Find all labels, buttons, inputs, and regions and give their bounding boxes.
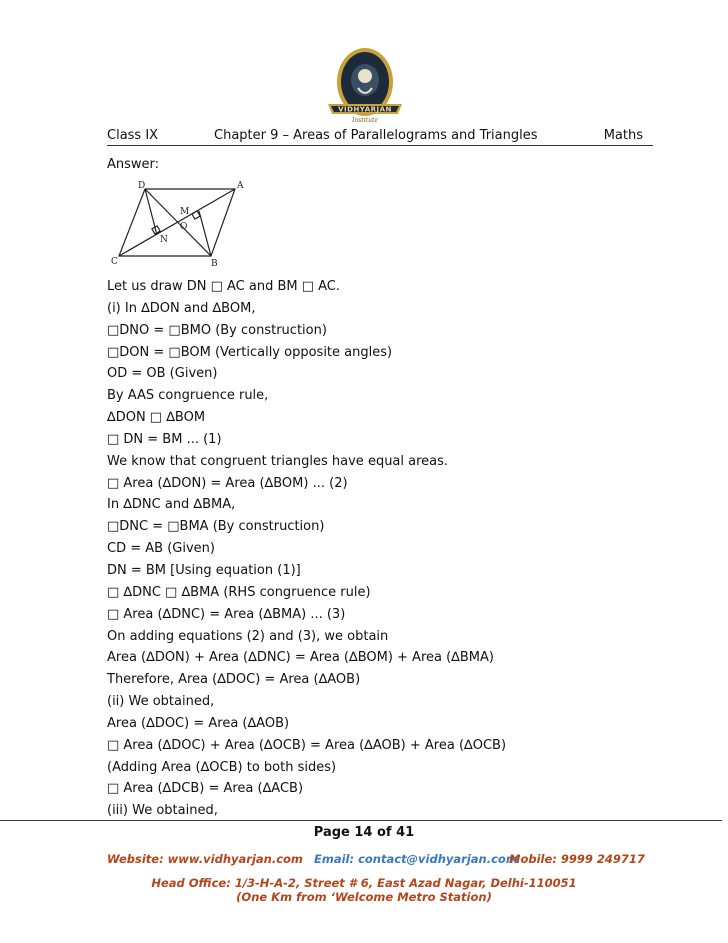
text-line: By AAS congruence rule,: [107, 388, 269, 404]
text-line: We know that congruent triangles have equal areas.: [107, 453, 449, 469]
text-line: (Adding Area (∆OCB) to both sides): [107, 759, 337, 775]
head-office-address: Head Office: 1/3-H-A-2, Street # 6, East Azad Nagar, Delhi-110051: [151, 876, 577, 890]
vertex-o: O: [180, 222, 188, 232]
text-line: □ ∆DNC □ ∆BMA (RHS congruence rule): [107, 584, 371, 600]
text-line: □ Area (∆DON) = Area (∆BOM) ... (2): [107, 475, 348, 491]
page-header: [107, 127, 653, 146]
head-office-landmark: (One Km from ‘Welcome Metro Station): [236, 890, 492, 904]
vertex-c: C: [111, 257, 118, 267]
text-line: Area (∆DON) + Area (∆DNC) = Area (∆BOM) + Area (∆BMA): [107, 650, 494, 666]
text-line: □ Area (∆DCB) = Area (∆ACB): [107, 781, 304, 797]
text-line: ∆DON □ ∆BOM: [107, 410, 206, 426]
text-line: (i) In ∆DON and ∆BOM,: [107, 300, 256, 316]
subject-label: Maths: [603, 128, 643, 143]
text-line: OD = OB (Given): [107, 366, 218, 382]
email-link[interactable]: Email: contact@vidhyarjan.com: [314, 852, 518, 866]
text-line: On adding equations (2) and (3), we obtain: [107, 628, 389, 644]
vertex-a: A: [237, 181, 244, 191]
page-number: Page 14 of 41: [313, 825, 415, 840]
text-line: In ∆DNC and ∆BMA,: [107, 497, 236, 513]
text-line: (ii) We obtained,: [107, 694, 215, 710]
vertex-n: N: [160, 235, 168, 245]
vidhyarjan-logo: [318, 46, 412, 126]
svg-text:Institute: Institute: [352, 117, 378, 124]
text-line: □DNC = □BMA (By construction): [107, 519, 325, 535]
text-line: □ Area (∆DOC) + Area (∆OCB) = Area (∆AOB) + Area (∆OCB): [107, 737, 507, 753]
website-link[interactable]: Website: www.vidhyarjan.com: [107, 852, 303, 866]
text-line: Therefore, Area (∆DOC) = Area (∆AOB): [107, 672, 361, 688]
class-label: Class IX: [107, 128, 159, 143]
mobile-number: Mobile: 9999 249717: [509, 852, 645, 866]
text-line: Area (∆DOC) = Area (∆AOB): [107, 715, 290, 731]
text-line: CD = AB (Given): [107, 541, 215, 557]
vertex-d: D: [138, 181, 146, 191]
text-line: □ Area (∆DNC) = Area (∆BMA) ... (3): [107, 606, 346, 622]
text-line: DN = BM [Using equation (1)]: [107, 562, 301, 578]
solution-text: [107, 276, 506, 822]
vertex-m: M: [180, 207, 190, 217]
svg-text:VIDHYARJAN: VIDHYARJAN: [338, 105, 392, 114]
text-line: (iii) We obtained,: [107, 803, 218, 819]
text-line: □ DN = BM ... (1): [107, 431, 222, 447]
text-line: □DON = □BOM (Vertically opposite angles): [107, 344, 393, 360]
chapter-title: Chapter 9 – Areas of Parallelograms and Triangles: [214, 128, 538, 143]
answer-label: Answer:: [107, 157, 160, 172]
parallelogram-figure: [107, 180, 267, 268]
vertex-b: B: [211, 259, 218, 268]
text-line: Let us draw DN □ AC and BM □ AC.: [107, 279, 341, 294]
footer-divider: [0, 820, 722, 821]
text-line: □DNO = □BMO (By construction): [107, 322, 327, 338]
